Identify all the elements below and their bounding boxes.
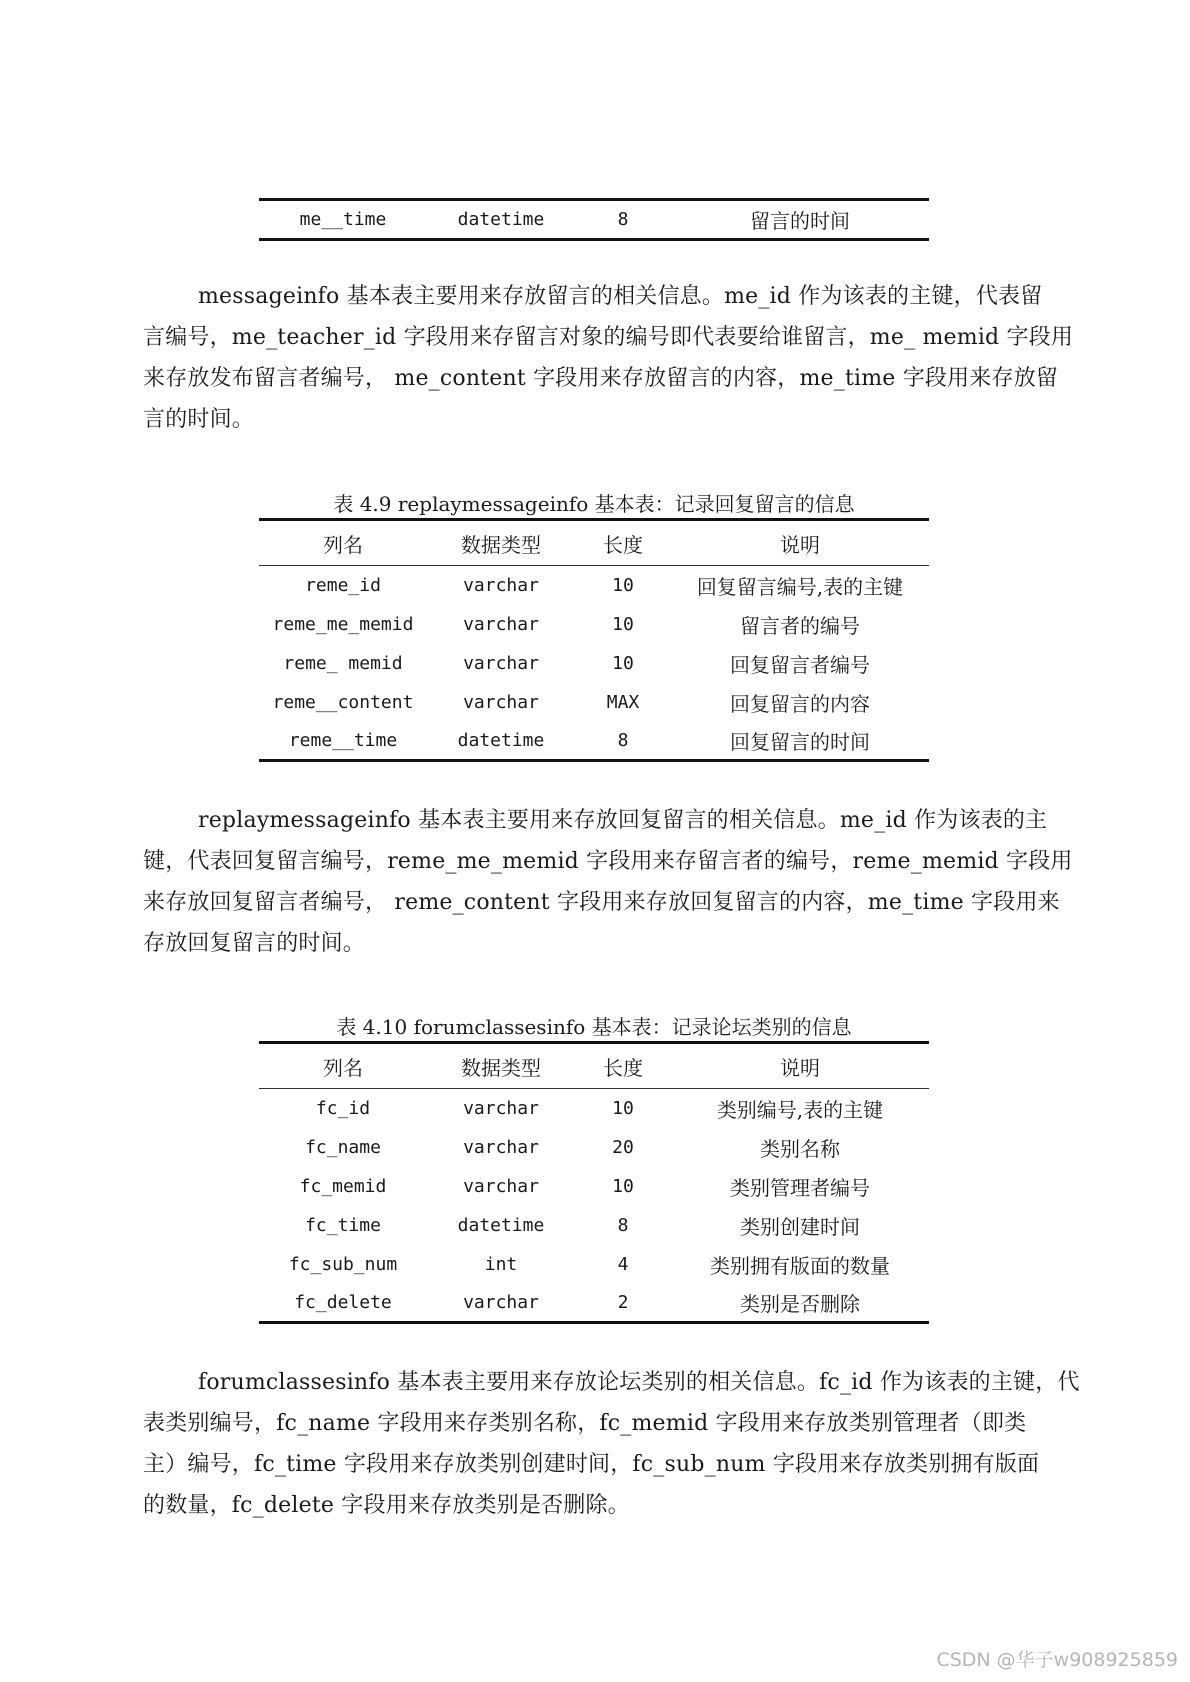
cell-data-type: varchar bbox=[463, 613, 539, 635]
cell-data-type: datetime bbox=[457, 209, 545, 230]
paragraph-line: 言的时间。 bbox=[143, 407, 255, 432]
cell-data-type: varchar bbox=[463, 652, 539, 674]
header-description: 说明 bbox=[780, 1055, 820, 1080]
table-row bbox=[259, 1245, 929, 1284]
cell-column-name: fc_name bbox=[305, 1136, 381, 1158]
cell-column-name: fc_sub_num bbox=[288, 1253, 398, 1275]
header-data-type: 数据类型 bbox=[461, 532, 541, 557]
table-row bbox=[259, 683, 929, 722]
cell-description: 类别拥有版面的数量 bbox=[710, 1253, 890, 1278]
paragraph-line: 的数量，fc_delete 字段用来存放类别是否删除。 bbox=[143, 1493, 630, 1518]
cell-description: 类别编号,表的主键 bbox=[716, 1097, 884, 1122]
paragraph-line: 来存放发布留言者编号， me_content 字段用来存放留言的内容，me_time 字段用来存放留 bbox=[143, 366, 1059, 391]
cell-length: 4 bbox=[617, 1253, 629, 1275]
cell-data-type: varchar bbox=[463, 1175, 539, 1197]
table-row bbox=[259, 605, 929, 644]
paragraph-line: replaymessageinfo 基本表主要用来存放回复留言的相关信息。me_id 作为该表的主 bbox=[198, 808, 1048, 833]
paragraph-line: 表类别编号，fc_name 字段用来存类别名称，fc_memid 字段用来存放类别管理者（即类 bbox=[143, 1411, 1027, 1436]
cell-length: 10 bbox=[612, 574, 634, 596]
cell-column-name: me__time bbox=[299, 209, 387, 230]
header-column-name: 列名 bbox=[323, 1055, 363, 1080]
cell-length: MAX bbox=[606, 691, 640, 713]
cell-length: 10 bbox=[612, 613, 634, 635]
cell-data-type: varchar bbox=[463, 691, 539, 713]
cell-length: 10 bbox=[612, 1097, 634, 1119]
cell-length: 20 bbox=[612, 1136, 634, 1158]
header-description: 说明 bbox=[780, 532, 820, 557]
table-header-row bbox=[259, 1043, 929, 1089]
cell-column-name: reme__content bbox=[272, 691, 414, 713]
paragraph-line: 主）编号，fc_time 字段用来存放类别创建时间，fc_sub_num 字段用来存放类别拥有版面 bbox=[143, 1452, 1040, 1477]
cell-column-name: reme_me_memid bbox=[272, 613, 414, 635]
paragraph-forumclassesinfo bbox=[143, 1362, 1080, 1526]
cell-length: 8 bbox=[617, 729, 629, 751]
cell-description: 留言的时间 bbox=[750, 209, 850, 233]
cell-description: 类别管理者编号 bbox=[730, 1175, 870, 1200]
header-length: 长度 bbox=[603, 532, 643, 557]
table-row bbox=[259, 1089, 929, 1128]
cell-length: 2 bbox=[617, 1291, 629, 1313]
table-replaymessageinfo bbox=[259, 518, 929, 762]
table-row bbox=[259, 722, 929, 761]
table-row bbox=[259, 1128, 929, 1167]
cell-data-type: varchar bbox=[463, 1097, 539, 1119]
cell-data-type: datetime bbox=[457, 1214, 545, 1236]
paragraph-line: 键，代表回复留言编号，reme_me_memid 字段用来存留言者的编号，reme_memid 字段用 bbox=[143, 849, 1073, 874]
cell-data-type: varchar bbox=[463, 574, 539, 596]
paragraph-messageinfo bbox=[143, 276, 1074, 440]
cell-data-type: int bbox=[484, 1253, 518, 1275]
paragraph-line: 言编号，me_teacher_id 字段用来存留言对象的编号即代表要给谁留言，me_ memid 字段用 bbox=[143, 325, 1074, 350]
table-row bbox=[259, 644, 929, 683]
cell-description: 留言者的编号 bbox=[740, 613, 860, 638]
cell-description: 回复留言的时间 bbox=[730, 729, 870, 754]
paragraph-replaymessageinfo bbox=[143, 800, 1073, 964]
cell-column-name: fc_memid bbox=[299, 1175, 387, 1197]
table-header-row bbox=[259, 520, 929, 566]
table-row bbox=[259, 200, 929, 240]
cell-length: 8 bbox=[617, 209, 629, 230]
paragraph-line: forumclassesinfo 基本表主要用来存放论坛类别的相关信息。fc_id 作为该表的主键，代 bbox=[198, 1370, 1080, 1395]
cell-column-name: reme_ memid bbox=[283, 652, 403, 674]
table-caption-4-10: 表 4.10 forumclassesinfo 基本表：记录论坛类别的信息 bbox=[336, 1015, 852, 1039]
header-column-name: 列名 bbox=[323, 532, 363, 557]
table-continuation bbox=[259, 198, 929, 241]
cell-data-type: datetime bbox=[457, 729, 545, 751]
cell-data-type: varchar bbox=[463, 1136, 539, 1158]
csdn-watermark: CSDN @华子w908925859 bbox=[936, 1649, 1178, 1671]
cell-length: 8 bbox=[617, 1214, 629, 1236]
paragraph-line: 来存放回复留言者编号， reme_content 字段用来存放回复留言的内容，me_time 字段用来 bbox=[143, 890, 1060, 915]
cell-length: 10 bbox=[612, 1175, 634, 1197]
table-row bbox=[259, 1167, 929, 1206]
table-row bbox=[259, 566, 929, 605]
table-row bbox=[259, 1206, 929, 1245]
cell-column-name: fc_time bbox=[305, 1214, 381, 1236]
header-data-type: 数据类型 bbox=[461, 1055, 541, 1080]
cell-column-name: reme_id bbox=[305, 574, 381, 596]
table-caption-4-9: 表 4.9 replaymessageinfo 基本表：记录回复留言的信息 bbox=[333, 492, 855, 516]
paragraph-line: messageinfo 基本表主要用来存放留言的相关信息。me_id 作为该表的主键，代表留 bbox=[198, 284, 1043, 309]
cell-description: 回复留言编号,表的主键 bbox=[696, 574, 904, 599]
table-row bbox=[259, 1284, 929, 1323]
cell-description: 类别是否删除 bbox=[740, 1291, 860, 1316]
cell-length: 10 bbox=[612, 652, 634, 674]
cell-description: 类别创建时间 bbox=[740, 1214, 860, 1239]
cell-description: 类别名称 bbox=[760, 1136, 840, 1161]
cell-column-name: fc_id bbox=[315, 1097, 371, 1119]
cell-column-name: reme__time bbox=[288, 729, 398, 751]
table-forumclassesinfo bbox=[259, 1041, 929, 1324]
cell-description: 回复留言者编号 bbox=[730, 652, 870, 677]
cell-column-name: fc_delete bbox=[294, 1291, 392, 1313]
header-length: 长度 bbox=[603, 1055, 643, 1080]
cell-data-type: varchar bbox=[463, 1291, 539, 1313]
paragraph-line: 存放回复留言的时间。 bbox=[143, 931, 366, 956]
cell-description: 回复留言的内容 bbox=[730, 691, 870, 716]
